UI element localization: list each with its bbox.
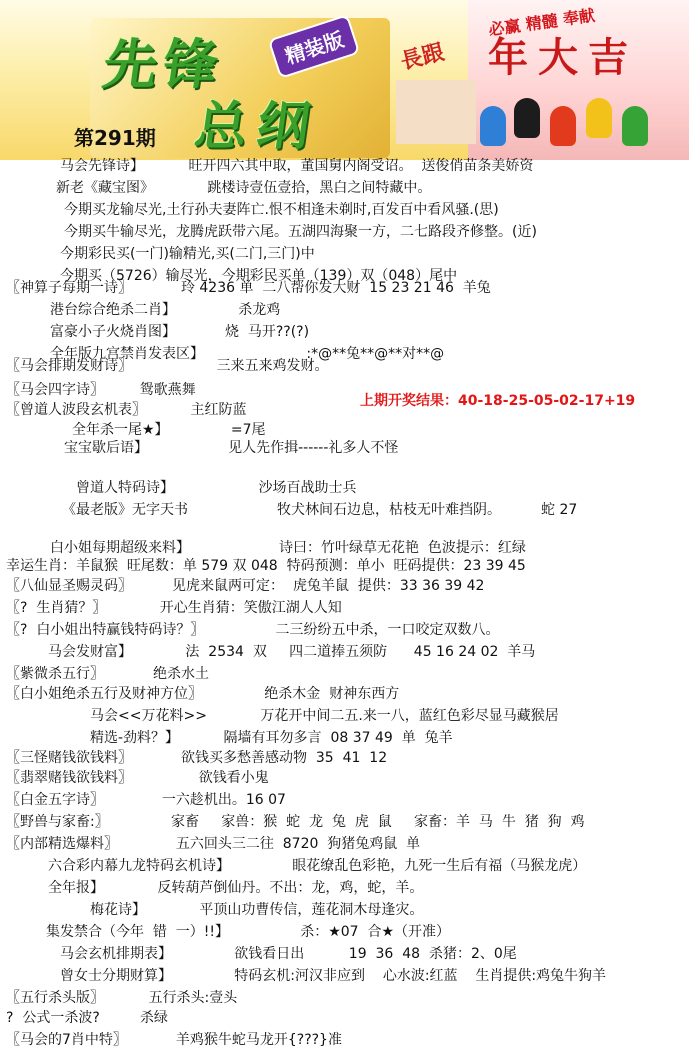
content-line: 〖白小姐绝杀五行及财神方位〗 绝杀木金 财神东西方 <box>6 686 400 702</box>
content-line: 〖马会排期发财诗〗 三来五来鸡发财。 <box>6 358 329 374</box>
header-banner <box>0 0 689 160</box>
content-line: 〖神算子每期一诗〗 玲 4236 单 二八帮你发大财 15 23 21 46 羊兔 <box>6 280 491 296</box>
mascot-icon <box>480 106 506 146</box>
content-line: 〖八仙显圣赐灵码〗 见虎来鼠两可定： 虎兔羊鼠 提供：33 36 39 42 <box>6 578 485 594</box>
content-line: 马会玄机排期表】 欲钱看日出 19 36 48 杀猪：2、0尾 <box>60 946 517 962</box>
content-line: 曾女士分期财算】 特码玄机:河汉非应到 心水波:红蓝 生肖提供:鸡兔牛狗羊 <box>60 968 607 984</box>
banner-greeting: 年大吉 <box>488 34 638 81</box>
banner-slogan: 必赢 精髓 奉献 <box>487 5 597 40</box>
content-line: 〖曾道人波段玄机表〗 主红防蓝 <box>6 402 247 418</box>
content-line: 白小姐每期超级来料】 诗曰：竹叶绿草无花艳 色波提示：红绿 <box>50 540 526 556</box>
mascot-icon <box>622 106 648 146</box>
content-line: 梅花诗】 平顶山功曹传信，莲花洞木母逢灾。 <box>90 902 424 918</box>
content-line: 宝宝歇后语】 见人先作揖------礼多人不怪 <box>64 440 399 456</box>
content-line: 今期买（5726）输尽光，今期彩民买单（139）双（048）尾中 <box>60 268 458 284</box>
content-line: 精选-劲料？】 隔墙有耳勿多言 08 37 49 单 兔羊 <box>90 730 453 746</box>
content-line: 今期彩民买(一门)输精光,买(二门,三门)中 <box>60 246 315 262</box>
mascot-figures <box>480 92 680 152</box>
content-line: 六合彩内幕九龙特码玄机诗】 眼花缭乱色彩艳，九死一生后有福（马猴龙虎） <box>48 858 587 874</box>
logo-line-2: 总纲 <box>191 96 324 157</box>
content-line: 集发禁合（今年 错 一）!!】 杀：★07 合★（开准） <box>46 924 451 940</box>
logo-line-1: 先锋 <box>99 32 229 96</box>
content-line: 全年版九宫禁肖发表区】 :*@**兔**@**对**@ <box>50 346 445 362</box>
issue-number: 第291期 <box>74 126 156 150</box>
content-line: 〖马会四字诗〗 鸳歌燕舞 <box>6 382 196 398</box>
result-label: 上期开奖结果： <box>360 393 458 409</box>
mascot-icon <box>514 98 540 138</box>
content-line: 全年杀一尾★】 =7尾 <box>72 422 266 438</box>
content-line: 〖翡翠赌钱欲钱料〗 欲钱看小鬼 <box>6 770 269 786</box>
edition-badge: 精装版 <box>268 14 361 79</box>
content-line: 马会<<万花料>> 万花开中间二五.来一八，蓝红色彩尽显马藏猴居 <box>90 708 559 724</box>
content-line: 马会发财富】 法 2534 双 四二道捧五须防 45 16 24 02 羊马 <box>48 644 536 660</box>
content-line: 《最老版》无字天书 牧犬林间石边息，枯枝无叶难挡阴。 蛇 27 <box>62 502 578 518</box>
content-line: 新老《藏宝图》 跳楼诗壹伍壹拾，黑白之间特藏中。 <box>56 180 432 196</box>
content-line: 今期买龙输尽光,土行孙夫妻阵亡.恨不相逢未剃时,百发百中看风骚.(思) <box>64 202 499 218</box>
content-area <box>0 158 689 1048</box>
content-line: 〖内部精选爆料〗 五六回头三二往 8720 狗猪兔鸡鼠 单 <box>6 836 421 852</box>
content-line: 〖? 生肖猜？〗 开心生肖猜：笑傲江湖人人知 <box>6 600 342 616</box>
mascot-icon <box>586 98 612 138</box>
content-line: 〖? 白小姐出特赢钱特码诗？〗 二三纷纷五中杀，一口咬定双数八。 <box>6 622 500 638</box>
content-line: 〖三怪赌钱欲钱料〗 欲钱买多愁善感动物 35 41 12 <box>6 750 388 766</box>
result-numbers: 40-18-25-05-02-17+19 <box>458 393 636 409</box>
last-draw-result <box>360 390 635 410</box>
content-line: 港台综合绝杀二肖】 杀龙鸡 <box>50 302 281 318</box>
content-line: 今期买牛输尽光，龙腾虎跃带六尾。五湖四海聚一方，二七路段齐修整。(近) <box>64 224 537 240</box>
content-line: 曾道人特码诗】 沙场百战助士兵 <box>76 480 357 496</box>
content-line: 〖马会的7肖中特〗 羊鸡猴牛蛇马龙开{???}准 <box>6 1032 342 1048</box>
content-line: 〖紫微杀五行〗 绝杀水土 <box>6 666 209 682</box>
content-line: 全年报】 反转葫芦倒仙丹。不出：龙，鸡，蛇，羊。 <box>48 880 424 896</box>
content-line: 〖野兽与家畜:〗 家畜 家兽：猴 蛇 龙 兔 虎 鼠 家畜：羊 马 牛 猪 狗 鸡 <box>6 814 585 830</box>
content-line: 〖白金五字诗〗 一六趁机出。16 07 <box>6 792 286 808</box>
banner-lunar-text: 長跟 <box>398 39 447 75</box>
content-line: ? 公式一杀波? 杀绿 <box>6 1010 168 1026</box>
content-line: 马会先锋诗】 旺开四六其中取，董国舅内阁受诏。 送俊俏苗条美娇资 <box>60 158 534 174</box>
content-line: 富豪小子火烧肖图】 烧 马开??(?) <box>50 324 310 340</box>
content-line: 〖五行杀头版〗 五行杀头:壹头 <box>6 990 238 1006</box>
content-line: 幸运生肖：羊鼠猴 旺尾数：单 579 双 048 特码预测：单小 旺码提供：23 39 45 <box>6 558 526 574</box>
mascot-icon <box>550 106 576 146</box>
banner-blank-patch <box>396 80 476 144</box>
